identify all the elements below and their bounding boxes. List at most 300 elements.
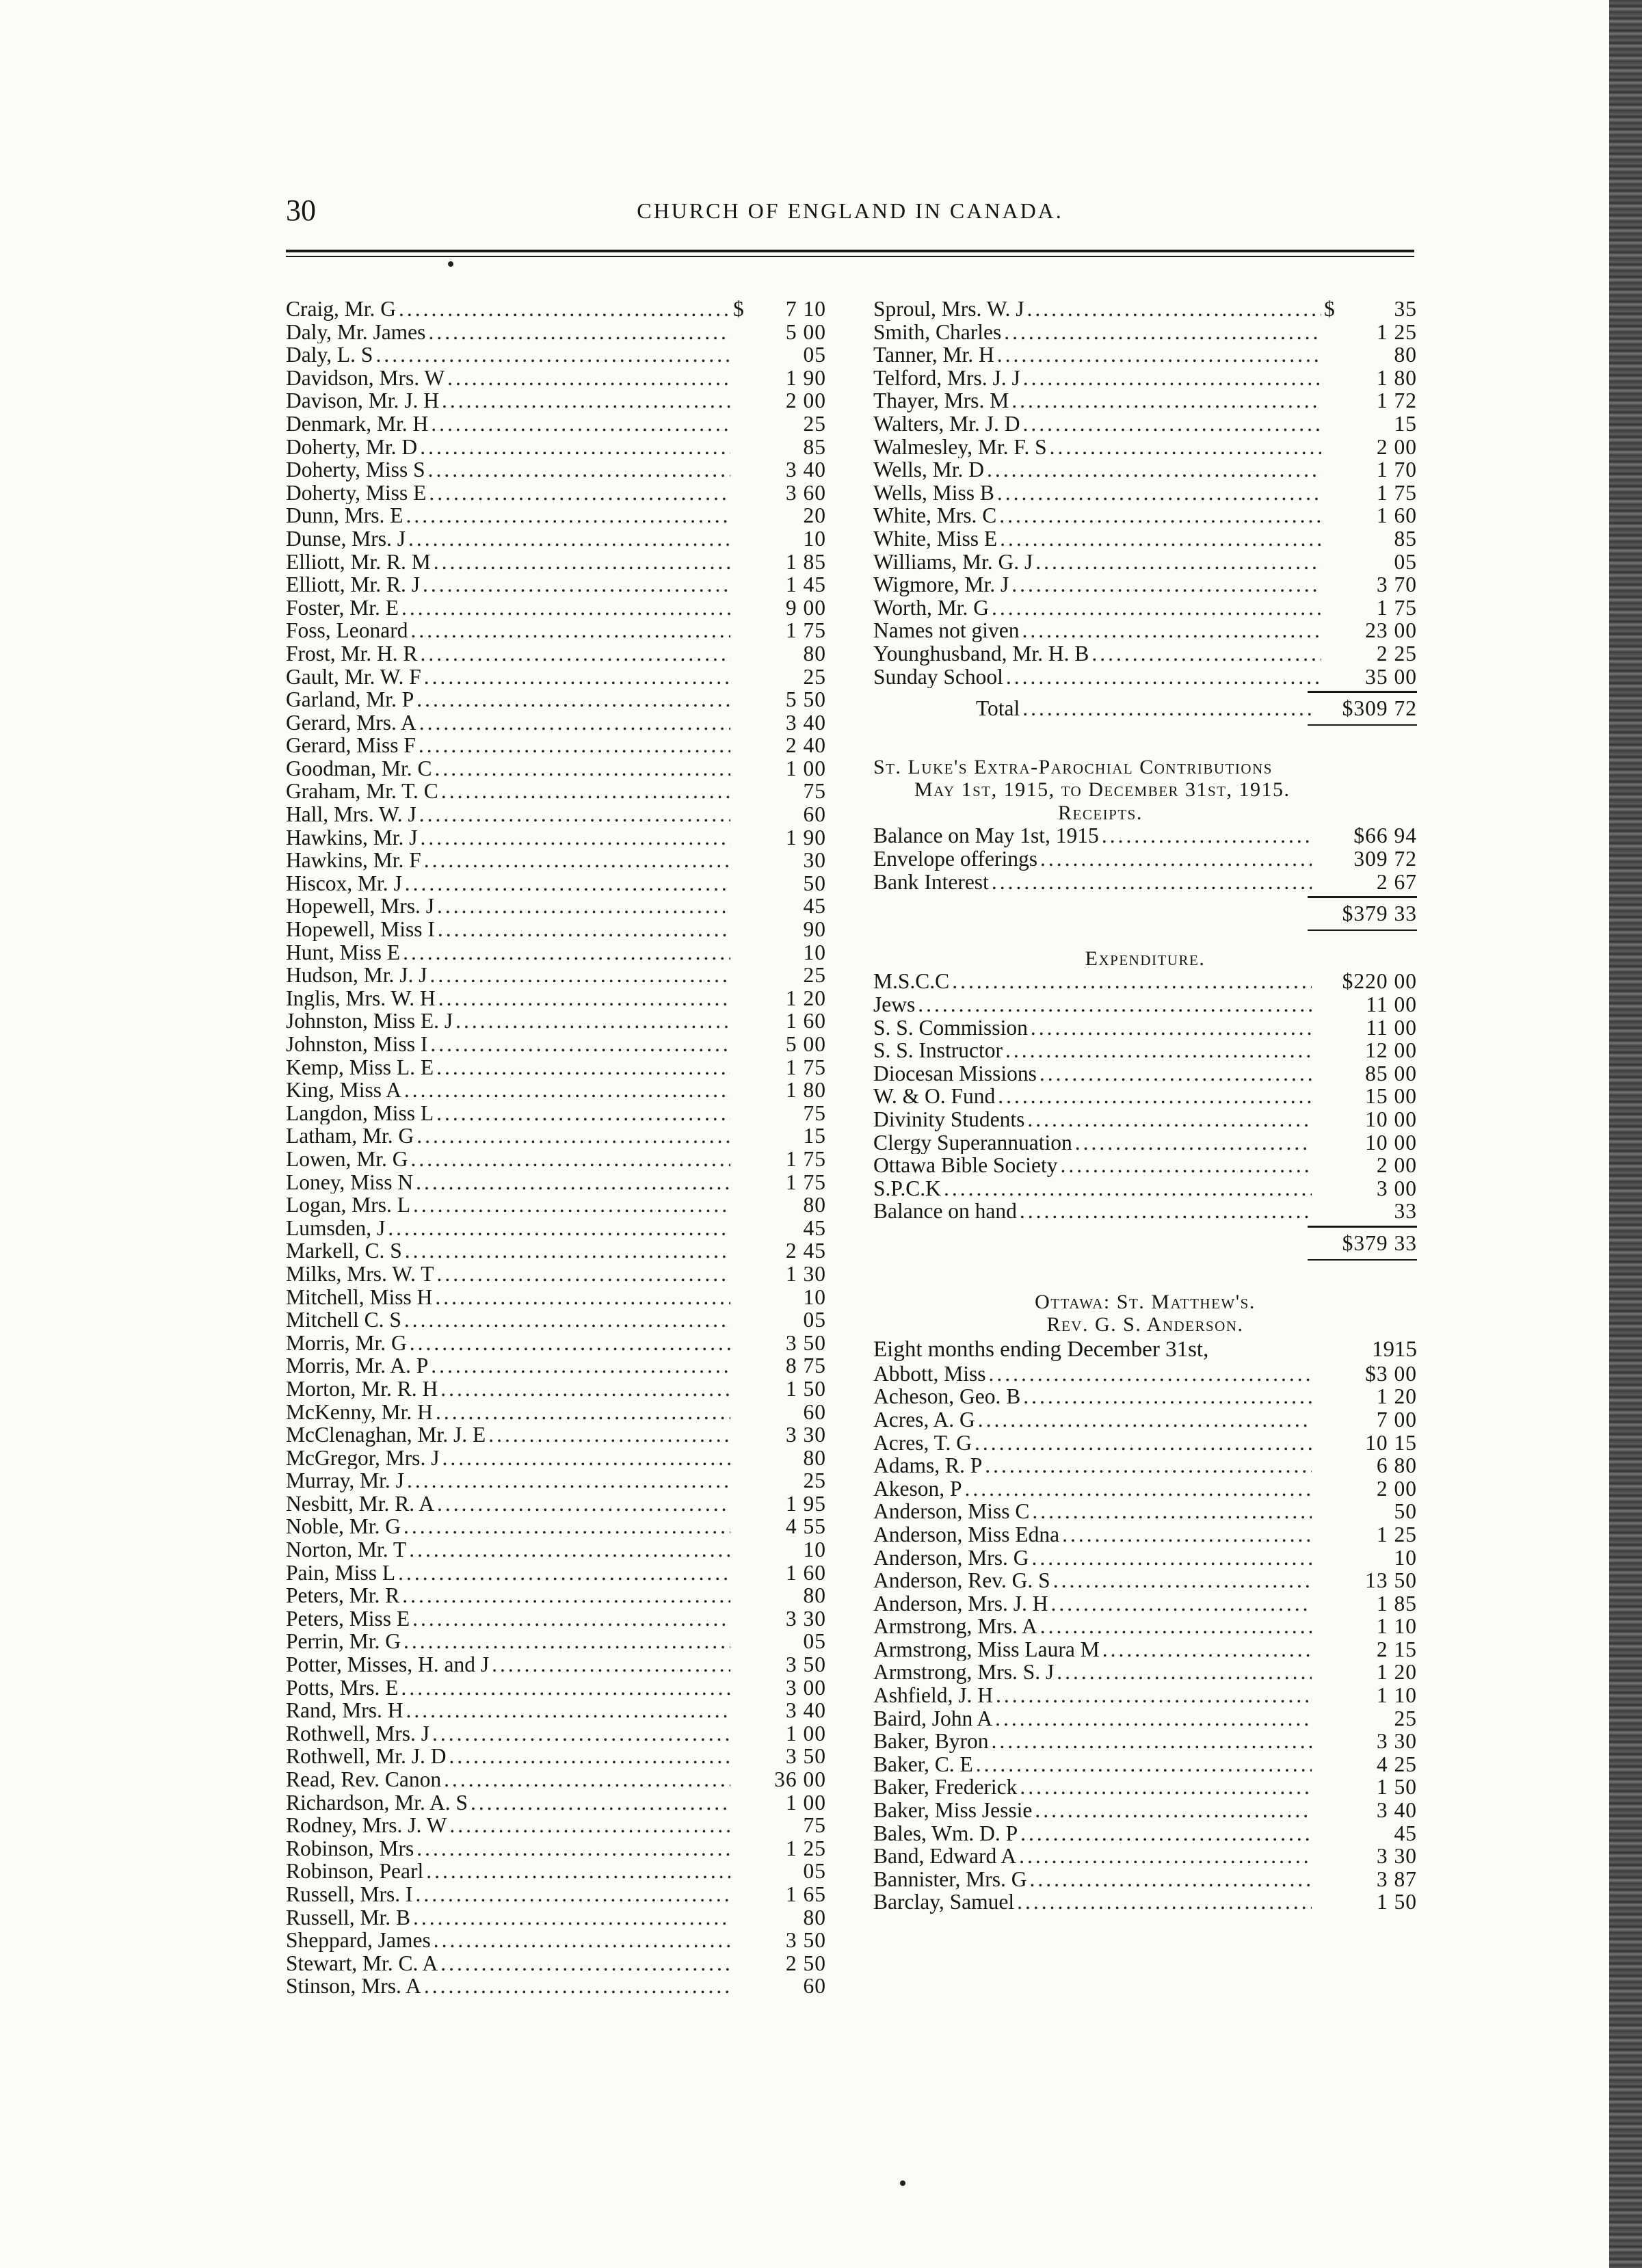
donor-row <box>873 343 1417 367</box>
currency-sign: $ <box>733 298 744 321</box>
dot-leader <box>442 1447 730 1470</box>
donor-row <box>873 527 1417 551</box>
entry-amount: 3 40 <box>785 1699 826 1722</box>
entry-name: Read, Rev. Canon <box>286 1768 442 1791</box>
entry-amount: 80 <box>803 1906 826 1929</box>
entry-amount: 10 00 <box>1365 1131 1417 1155</box>
entry-name: Johnston, Miss E. J <box>286 1010 453 1033</box>
entry-name: Lumsden, J <box>286 1216 386 1240</box>
dot-leader <box>985 1454 1312 1477</box>
entry-amount: 75 <box>803 1814 826 1837</box>
entry-amount: 3 60 <box>785 481 826 505</box>
entry-name: Stewart, Mr. C. A <box>286 1951 438 1975</box>
entry-name: Thayer, Mrs. M <box>873 389 1009 412</box>
donor-row <box>286 527 826 551</box>
entry-name: Graham, Mr. T. C <box>286 780 438 804</box>
donor-row <box>873 1638 1417 1661</box>
entry-name: Baird, John A <box>873 1706 993 1730</box>
donor-row <box>286 1469 826 1492</box>
entry-name: Hawkins, Mr. J <box>286 826 418 849</box>
entry-name: Langdon, Miss L <box>286 1101 434 1125</box>
entry-name: Loney, Miss N <box>286 1170 414 1194</box>
entry-amount: 50 <box>803 871 826 895</box>
st-matthews-period-line <box>873 1336 1417 1362</box>
entry-amount: 11 00 <box>1366 993 1417 1016</box>
dot-leader <box>436 1401 730 1424</box>
entry-name: Morris, Mr. A. P <box>286 1354 429 1377</box>
entry-name: Elliott, Mr. R. M <box>286 550 431 574</box>
dot-leader <box>405 1239 730 1263</box>
donor-row <box>286 1814 826 1837</box>
entry-name: Jews <box>873 993 916 1016</box>
entry-amount: 90 <box>803 918 826 941</box>
dot-leader <box>401 1676 730 1700</box>
entry-amount: 11 00 <box>1366 1016 1417 1040</box>
entry-amount: 60 <box>803 803 826 826</box>
expenditure-heading: Expenditure. <box>1085 947 1206 970</box>
entry-name: Gerard, Mrs. A <box>286 711 416 735</box>
donor-row <box>286 1354 826 1377</box>
entry-amount: 5 50 <box>785 688 826 711</box>
entry-amount: 60 <box>803 1975 826 1998</box>
entry-name: Walmesley, Mr. F. S <box>873 435 1047 459</box>
entry-amount: 3 30 <box>1376 1730 1417 1753</box>
entry-amount: 25 <box>803 964 826 987</box>
dot-leader <box>1040 1062 1312 1085</box>
dot-leader <box>419 711 730 735</box>
receipts-rule <box>1308 896 1417 898</box>
entry-name: Names not given <box>873 619 1020 642</box>
entry-name: Kemp, Miss L. E <box>286 1055 434 1079</box>
dot-leader <box>429 482 730 505</box>
dot-leader <box>997 482 1321 505</box>
entry-name: Foss, Leonard <box>286 619 408 642</box>
donor-row <box>873 1753 1417 1776</box>
expenditure-row <box>873 1062 1417 1085</box>
dot-leader <box>403 1630 730 1653</box>
entry-name: McClenaghan, Mr. J. E <box>286 1423 486 1447</box>
dot-leader <box>918 993 1312 1016</box>
donor-row <box>286 482 826 505</box>
donor-row <box>286 1079 826 1102</box>
donor-row <box>286 1952 826 1975</box>
donor-row <box>286 918 826 941</box>
donor-row <box>873 1362 1417 1386</box>
entry-name: Adams, R. P <box>873 1454 983 1477</box>
dot-leader <box>420 436 730 459</box>
entry-name: Bannister, Mrs. G <box>873 1867 1027 1891</box>
donor-row <box>873 298 1417 321</box>
entry-amount: 3 40 <box>785 458 826 482</box>
entry-amount: 2 00 <box>785 389 826 412</box>
donor-row <box>286 1239 826 1263</box>
dot-leader <box>428 458 730 482</box>
entry-amount: 2 15 <box>1376 1637 1417 1661</box>
entry-amount: 35 00 <box>1365 665 1417 689</box>
dot-leader <box>406 1699 731 1722</box>
donor-row <box>873 1569 1417 1592</box>
dot-leader <box>434 1929 730 1952</box>
dot-leader <box>1011 573 1321 596</box>
entry-amount: 309 72 <box>1353 847 1417 871</box>
entry-amount: 10 <box>803 527 826 551</box>
entry-amount: 33 <box>1394 1200 1417 1223</box>
st-lukes-period: May 1st, 1915, to December 31st, 1915. <box>914 778 1290 802</box>
dot-leader <box>416 1883 730 1906</box>
dot-leader <box>431 412 730 436</box>
donor-row <box>286 1630 826 1653</box>
entry-amount: 1 90 <box>785 366 826 390</box>
dot-leader <box>388 1217 730 1240</box>
dot-leader <box>438 987 730 1010</box>
donor-row <box>286 458 826 482</box>
entry-name: Craig, Mr. G <box>286 298 396 321</box>
dot-leader <box>1005 1039 1312 1062</box>
entry-amount: 45 <box>803 1216 826 1240</box>
print-speck <box>900 2180 905 2186</box>
dot-leader <box>1057 1661 1312 1684</box>
entry-amount: 1 85 <box>785 550 826 574</box>
entry-amount: 10 <box>803 1285 826 1309</box>
entry-amount: 2 00 <box>1376 1477 1417 1501</box>
dot-leader <box>426 1860 730 1883</box>
dot-leader <box>416 688 730 711</box>
entry-amount: 2 45 <box>785 1239 826 1263</box>
donor-row <box>873 1477 1417 1501</box>
entry-name: Sunday School <box>873 665 1003 689</box>
dot-leader <box>991 1730 1312 1753</box>
donor-row <box>286 711 826 735</box>
page-number: 30 <box>286 194 316 227</box>
donor-row <box>286 895 826 918</box>
entry-name: W. & O. Fund <box>873 1085 996 1108</box>
receipt-row <box>873 847 1417 871</box>
entry-amount: 80 <box>803 1446 826 1470</box>
dot-leader <box>1020 1776 1312 1799</box>
entry-amount: 2 40 <box>785 734 826 757</box>
entry-name: Rothwell, Mrs. J <box>286 1722 430 1745</box>
entry-name: Band, Edward A <box>873 1845 1017 1868</box>
donor-row <box>286 872 826 895</box>
entry-amount: 10 <box>1394 1546 1417 1570</box>
entry-name: Clergy Superannuation <box>873 1131 1072 1155</box>
entry-amount: 1 10 <box>1376 1684 1417 1707</box>
entry-amount: 80 <box>1394 343 1417 367</box>
entry-name: Gerard, Miss F <box>286 734 416 757</box>
total-rule <box>1308 691 1417 693</box>
dot-leader <box>428 321 730 344</box>
donor-row <box>873 1776 1417 1799</box>
entry-amount: 05 <box>803 1860 826 1883</box>
entry-name: Armstrong, Mrs. A <box>873 1615 1037 1638</box>
dot-leader <box>471 1791 730 1815</box>
entry-amount: 85 00 <box>1365 1062 1417 1085</box>
entry-amount: 1 80 <box>785 1079 826 1102</box>
entry-name: Daly, L. S <box>286 343 373 367</box>
st-matthews-heading: Ottawa: St. Matthew's. <box>1035 1290 1256 1313</box>
entry-name: Robinson, Pearl <box>286 1860 424 1883</box>
donor-row <box>873 1615 1417 1638</box>
entry-amount: 10 00 <box>1365 1108 1417 1131</box>
entry-name: Armstrong, Miss Laura M <box>873 1637 1100 1661</box>
entry-amount: 75 <box>803 780 826 804</box>
donor-row <box>286 367 826 390</box>
dot-leader <box>455 1010 730 1033</box>
entry-name: McKenny, Mr. H <box>286 1400 433 1424</box>
entry-amount: 1 60 <box>785 1561 826 1585</box>
entry-name: Murray, Mr. J <box>286 1469 404 1492</box>
dot-leader <box>375 343 730 367</box>
entry-amount: 1 20 <box>1376 1661 1417 1685</box>
donor-row <box>286 1745 826 1768</box>
entry-name: Hiscox, Mr. J <box>286 871 402 895</box>
donor-row <box>286 596 826 620</box>
expenditure-row <box>873 993 1417 1016</box>
header-rule <box>286 250 1414 252</box>
donor-row <box>286 573 826 596</box>
donor-row <box>286 826 826 849</box>
dot-leader <box>402 1584 730 1607</box>
entry-name: Perrin, Mr. G <box>286 1630 401 1654</box>
entry-name: Robinson, Mrs <box>286 1836 414 1860</box>
entry-name: Hunt, Miss E <box>286 940 401 964</box>
entry-amount: 35 <box>1394 298 1417 321</box>
entry-name: Bales, Wm. D. P <box>873 1821 1018 1845</box>
st-matthews-period: Eight months ending December 31st, <box>873 1336 1209 1362</box>
entry-amount: 1 75 <box>785 619 826 642</box>
donor-row <box>286 734 826 757</box>
entry-amount: 13 50 <box>1365 1569 1417 1592</box>
entry-name: Akeson, P <box>873 1477 962 1501</box>
dot-leader <box>412 1607 730 1631</box>
entry-name: Bank Interest <box>873 870 989 894</box>
entry-amount: 3 00 <box>785 1676 826 1700</box>
donor-row <box>873 551 1417 574</box>
entry-name: Markell, C. S <box>286 1239 402 1263</box>
entry-name: Sheppard, James <box>286 1929 431 1952</box>
donor-row <box>286 1286 826 1309</box>
expenditure-rule <box>1308 1226 1417 1228</box>
entry-amount: 1 25 <box>1376 320 1417 344</box>
donor-row <box>286 1423 826 1447</box>
entry-amount: 3 30 <box>1376 1845 1417 1868</box>
dot-leader <box>419 734 730 757</box>
entry-amount: $3 00 <box>1365 1362 1417 1386</box>
dot-leader <box>441 780 730 803</box>
dot-leader <box>401 596 730 620</box>
dot-leader <box>492 1653 730 1676</box>
entry-amount: 2 67 <box>1376 870 1417 894</box>
donor-row <box>286 964 826 987</box>
donor-row <box>873 1523 1417 1546</box>
entry-name: Doherty, Mr. D <box>286 435 418 459</box>
entry-name: Envelope offerings <box>873 847 1037 871</box>
dot-leader <box>1032 1500 1312 1523</box>
entry-amount: 1 50 <box>785 1377 826 1401</box>
entry-name: Gault, Mr. W. F <box>286 665 421 689</box>
entry-name: Milks, Mrs. W. T <box>286 1262 434 1286</box>
donor-row <box>286 1791 826 1815</box>
dot-leader <box>449 1745 730 1768</box>
donor-row <box>286 619 826 642</box>
entry-name: Williams, Mr. G. J <box>873 550 1033 574</box>
entry-amount: 4 55 <box>785 1515 826 1539</box>
entry-name: Ottawa Bible Society <box>873 1154 1058 1177</box>
dot-leader <box>1053 1569 1312 1592</box>
entry-name: Morris, Mr. G <box>286 1331 407 1355</box>
dot-leader <box>434 551 730 574</box>
donor-row <box>286 1377 826 1401</box>
donor-row <box>286 1515 826 1538</box>
dot-leader <box>403 941 730 964</box>
dot-leader <box>1102 1638 1312 1661</box>
dot-leader <box>1050 436 1321 459</box>
entry-name: Anderson, Mrs. J. H <box>873 1592 1048 1616</box>
entry-amount: 3 50 <box>785 1331 826 1355</box>
dot-leader <box>1000 527 1321 551</box>
dot-leader <box>1027 298 1321 321</box>
entry-amount: 9 00 <box>785 596 826 620</box>
dot-leader <box>987 458 1321 482</box>
entry-amount: 05 <box>803 343 826 367</box>
dot-leader <box>440 1952 730 1975</box>
dot-leader <box>1102 824 1312 847</box>
entry-amount: $220 00 <box>1342 970 1417 994</box>
entry-amount: 20 <box>803 504 826 527</box>
st-matthews-list <box>873 1362 1417 1914</box>
entry-name: Acres, T. G <box>873 1431 972 1455</box>
entry-name: Rand, Mrs. H <box>286 1699 403 1722</box>
entry-amount: 3 70 <box>1376 573 1417 596</box>
donor-row <box>286 1194 826 1217</box>
dot-leader <box>1051 1592 1312 1616</box>
entry-name: Norton, Mr. T <box>286 1538 407 1561</box>
running-title: CHURCH OF ENGLAND IN CANADA. <box>637 198 1063 223</box>
entry-name: Baker, C. E <box>873 1752 973 1776</box>
receipt-row <box>873 871 1417 894</box>
entry-amount: 1 60 <box>1376 504 1417 527</box>
dot-leader <box>430 1033 730 1056</box>
donor-row <box>286 1171 826 1194</box>
dot-leader <box>421 826 730 849</box>
entry-name: Pain, Miss L <box>286 1561 396 1585</box>
expenditure-total: $379 33 <box>1342 1231 1417 1255</box>
dot-leader <box>1019 1845 1312 1868</box>
entry-name: Mitchell C. S <box>286 1308 401 1332</box>
donor-row <box>286 941 826 964</box>
entry-amount: 3 30 <box>785 1423 826 1447</box>
dot-leader <box>952 970 1312 993</box>
donor-row <box>286 780 826 803</box>
receipts-heading: Receipts. <box>1058 801 1143 824</box>
dot-leader <box>436 1102 730 1125</box>
entry-amount: 5 00 <box>785 1033 826 1056</box>
entry-name: McGregor, Mrs. J <box>286 1446 440 1470</box>
expenditure-row <box>873 1154 1417 1177</box>
entry-amount: 23 00 <box>1365 619 1417 642</box>
entry-name: Anderson, Rev. G. S <box>873 1569 1050 1592</box>
dot-leader <box>438 918 730 941</box>
entry-amount: 1 50 <box>1376 1776 1417 1799</box>
dot-leader <box>1020 1822 1312 1845</box>
donor-row <box>286 1722 826 1745</box>
entry-amount: 3 50 <box>785 1929 826 1952</box>
entry-name: S. S. Commission <box>873 1016 1028 1040</box>
entry-amount: 1 25 <box>1376 1522 1417 1546</box>
donor-row <box>286 1056 826 1079</box>
dot-leader <box>399 298 730 321</box>
entry-name: Daly, Mr. James <box>286 320 426 344</box>
entry-name: Hopewell, Miss I <box>286 918 435 941</box>
donor-row <box>873 1730 1417 1753</box>
dot-leader <box>1006 665 1321 689</box>
entry-name: Richardson, Mr. A. S <box>286 1791 468 1815</box>
dot-leader <box>1060 1154 1312 1177</box>
entry-name: Denmark, Mr. H <box>286 412 429 436</box>
entry-amount: 6 80 <box>1376 1454 1417 1477</box>
entry-amount: 15 <box>1394 412 1417 436</box>
dot-leader <box>1035 1799 1312 1822</box>
donor-row <box>286 298 826 321</box>
dot-leader <box>410 1332 730 1355</box>
entry-amount: 1 20 <box>1376 1385 1417 1408</box>
entry-name: Doherty, Miss S <box>286 458 425 482</box>
donor-row <box>873 1432 1417 1455</box>
receipt-row <box>873 824 1417 847</box>
entry-name: Peters, Mr. R <box>286 1584 400 1607</box>
dot-leader <box>488 1423 730 1447</box>
donor-row <box>286 1033 826 1056</box>
dot-leader <box>436 1056 730 1079</box>
entry-name: Baker, Frederick <box>873 1776 1018 1799</box>
dot-leader <box>406 504 731 527</box>
entry-name: Frost, Mr. H. R <box>286 642 418 665</box>
page-binding-edge <box>1609 0 1642 2268</box>
entry-name: Telford, Mrs. J. J <box>873 366 1020 390</box>
donor-row <box>873 596 1417 620</box>
dot-leader <box>444 1768 730 1791</box>
dot-leader <box>421 642 730 665</box>
receipts-total: $379 33 <box>1342 902 1417 925</box>
entry-name: Peters, Miss E <box>286 1607 410 1631</box>
dot-leader <box>1091 642 1321 665</box>
donor-row <box>286 757 826 780</box>
dot-leader <box>1023 367 1321 390</box>
donor-row <box>873 1408 1417 1432</box>
right-column <box>873 298 1417 1914</box>
expenditure-double-rule <box>1308 1259 1417 1261</box>
expenditure-row <box>873 1200 1417 1223</box>
donor-row <box>873 1500 1417 1523</box>
entry-name: Morton, Mr. R. H <box>286 1377 438 1401</box>
donor-row <box>286 1401 826 1424</box>
dot-leader <box>1022 619 1321 642</box>
donor-row <box>873 1385 1417 1408</box>
entry-name: Doherty, Miss E <box>286 481 427 505</box>
entry-amount: 60 <box>803 1400 826 1424</box>
page-header <box>286 193 1414 234</box>
entry-amount: 1 45 <box>785 573 826 596</box>
donor-row <box>286 1860 826 1883</box>
dot-leader <box>449 1814 730 1837</box>
entry-amount: 1 70 <box>1376 458 1417 482</box>
dot-leader <box>431 1354 730 1377</box>
entry-name: Dunn, Mrs. E <box>286 504 403 527</box>
dot-leader <box>1040 1615 1312 1638</box>
entry-amount: 2 25 <box>1376 642 1417 665</box>
donor-row <box>286 1768 826 1791</box>
donor-row <box>873 1454 1417 1477</box>
